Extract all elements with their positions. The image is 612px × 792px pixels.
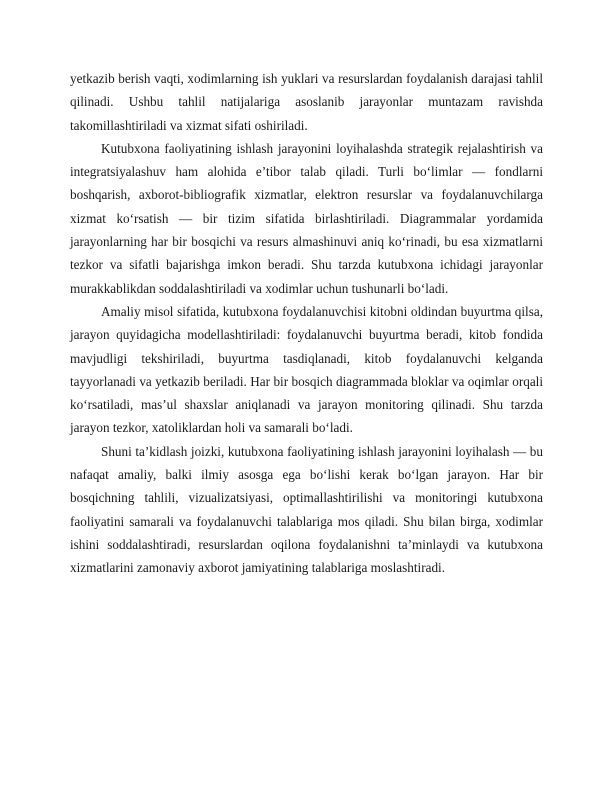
paragraph-1: yetkazib berish vaqti, xodimlarning ish yuklari va resurslardan foydalanish darajasi tahlil qilinadi. Ushbu tahlil natijalariga asoslanib jarayonlar muntazam ravishda takomillashtiriladi va xizmat sifati oshiriladi.: [70, 71, 543, 133]
paragraph-3: Amaliy misol sifatida, kutubxona foydalanuvchisi kitobni oldindan buyurtma qilsa, jarayon quyidagicha modellashtiriladi: foydalanuvchi buyurtma beradi, kitob fondida mavjudligi tekshiriladi, buyurtma tasdiqlanadi, kitob foydalanuvchi kelganda tayyorlanadi va yetkazib beriladi. Har bir bosqich diagrammada bloklar va oqimlar orqali ko‘rsatiladi, mas’ul shaxslar aniqlanadi va jarayon monitoring qilinadi. Shu tarzda jarayon tezkor, xatoliklardan holi va samarali bo‘ladi.: [70, 303, 543, 436]
document-body: [70, 67, 543, 580]
paragraph-4: Shuni ta’kidlash joizki, kutubxona faoliyatining ishlash jarayonini loyihalash — bu nafaqat amaliy, balki ilmiy asosga ega bo‘lishi kerak bo‘lgan jarayon. Har bir bosqichning tahlili, vizualizatsiyasi, optimallashtirilishi va monitoringi kutubxona faoliyatini samarali va foydalanuvchi talablariga mos qiladi. Shu bilan birga, xodimlar ishini soddalashtiradi, resurslardan oqilona foydalanishni ta’minlaydi va kutubxona xizmatlarini zamonaviy axborot jamiyatining talablariga moslashtiradi.: [70, 443, 543, 576]
paragraph-2: Kutubxona faoliyatining ishlash jarayonini loyihalashda strategik rejalashtirish va integratsiyalashuv ham alohida e’tibor talab qiladi. Turli bo‘limlar — fondlarni boshqarish, axborot-bibliografik xizmatlar, elektron resurslar va foydalanuvchilarga xizmat ko‘rsatish — bir tizim sifatida birlashtiriladi. Diagrammalar yordamida jarayonlarning har bir bosqichi va resurs almashinuvi aniq ko‘rinadi, bu esa xizmatlarni tezkor va sifatli bajarishga imkon beradi. Shu tarzda kutubxona ichidagi jarayonlar murakkablikdan soddalashtiriladi va xodimlar uchun tushunarli bo‘ladi.: [70, 140, 543, 296]
